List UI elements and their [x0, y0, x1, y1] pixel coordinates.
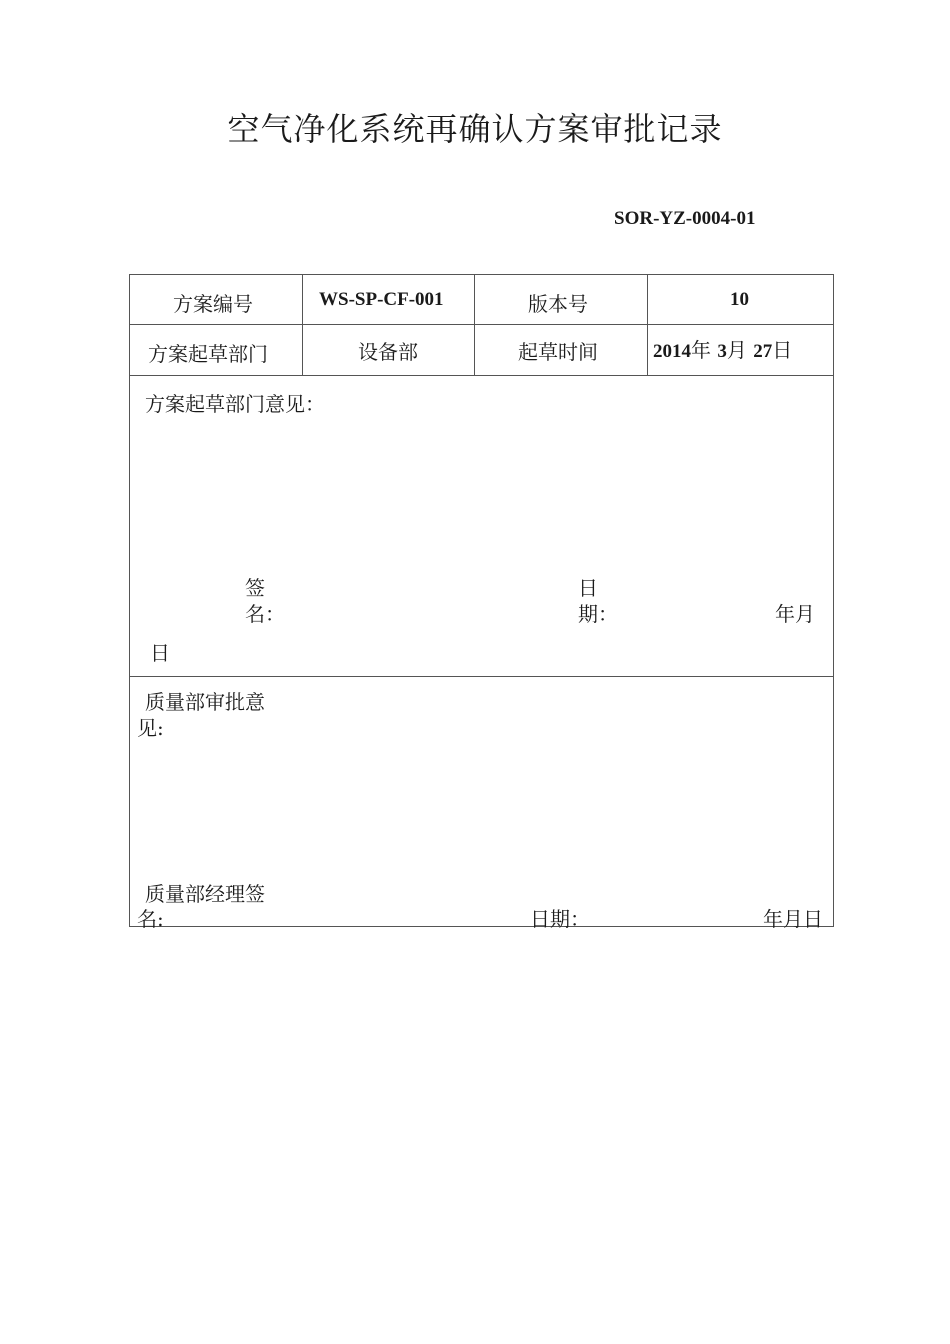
plan-number-label: 方案编号 [173, 292, 253, 316]
quality-date-label: 日期： [530, 907, 590, 931]
col-divider-3 [647, 274, 648, 376]
date-year-unit: 年 [691, 338, 711, 362]
row-divider-1 [129, 324, 834, 325]
date-year: 2014 [653, 341, 691, 362]
date-month: 3 [717, 341, 727, 362]
year-month-label: 年月 [775, 602, 815, 626]
drafting-dept-value: 设备部 [358, 340, 418, 364]
version-label: 版本号 [528, 292, 588, 316]
signature-label-1: 签 [245, 576, 265, 600]
version-value: 10 [730, 289, 749, 310]
quality-opinion-heading-1: 质量部审批意 [145, 690, 265, 714]
dept-opinion-heading: 方案起草部门意见： [145, 392, 325, 416]
drafting-date [653, 334, 792, 363]
col-divider-1 [302, 274, 303, 376]
quality-manager-signature-2: 名: [137, 907, 164, 931]
drafting-time-label: 起草时间 [518, 340, 598, 364]
approval-table [129, 274, 834, 927]
document-title: 空气净化系统再确认方案审批记录 [227, 110, 723, 148]
drafting-dept-label: 方案起草部门 [148, 342, 268, 366]
quality-ymd-label: 年月日 [763, 907, 823, 931]
quality-manager-signature-1: 质量部经理签 [145, 882, 265, 906]
plan-number-value: WS-SP-CF-001 [319, 289, 444, 310]
signature-label-2: 名： [245, 602, 285, 626]
row-divider-3 [129, 676, 834, 677]
date-label-2: 期： [578, 602, 618, 626]
date-label-1: 日 [578, 576, 598, 600]
date-day-unit: 日 [772, 338, 793, 362]
document-number: SOR-YZ-0004-01 [614, 208, 756, 229]
row-divider-2 [129, 375, 834, 376]
date-month-unit: 月 [726, 338, 747, 362]
quality-opinion-heading-2: 见: [137, 716, 164, 740]
date-day: 27 [753, 341, 773, 362]
col-divider-2 [474, 274, 475, 376]
day-label: 日 [150, 641, 170, 665]
